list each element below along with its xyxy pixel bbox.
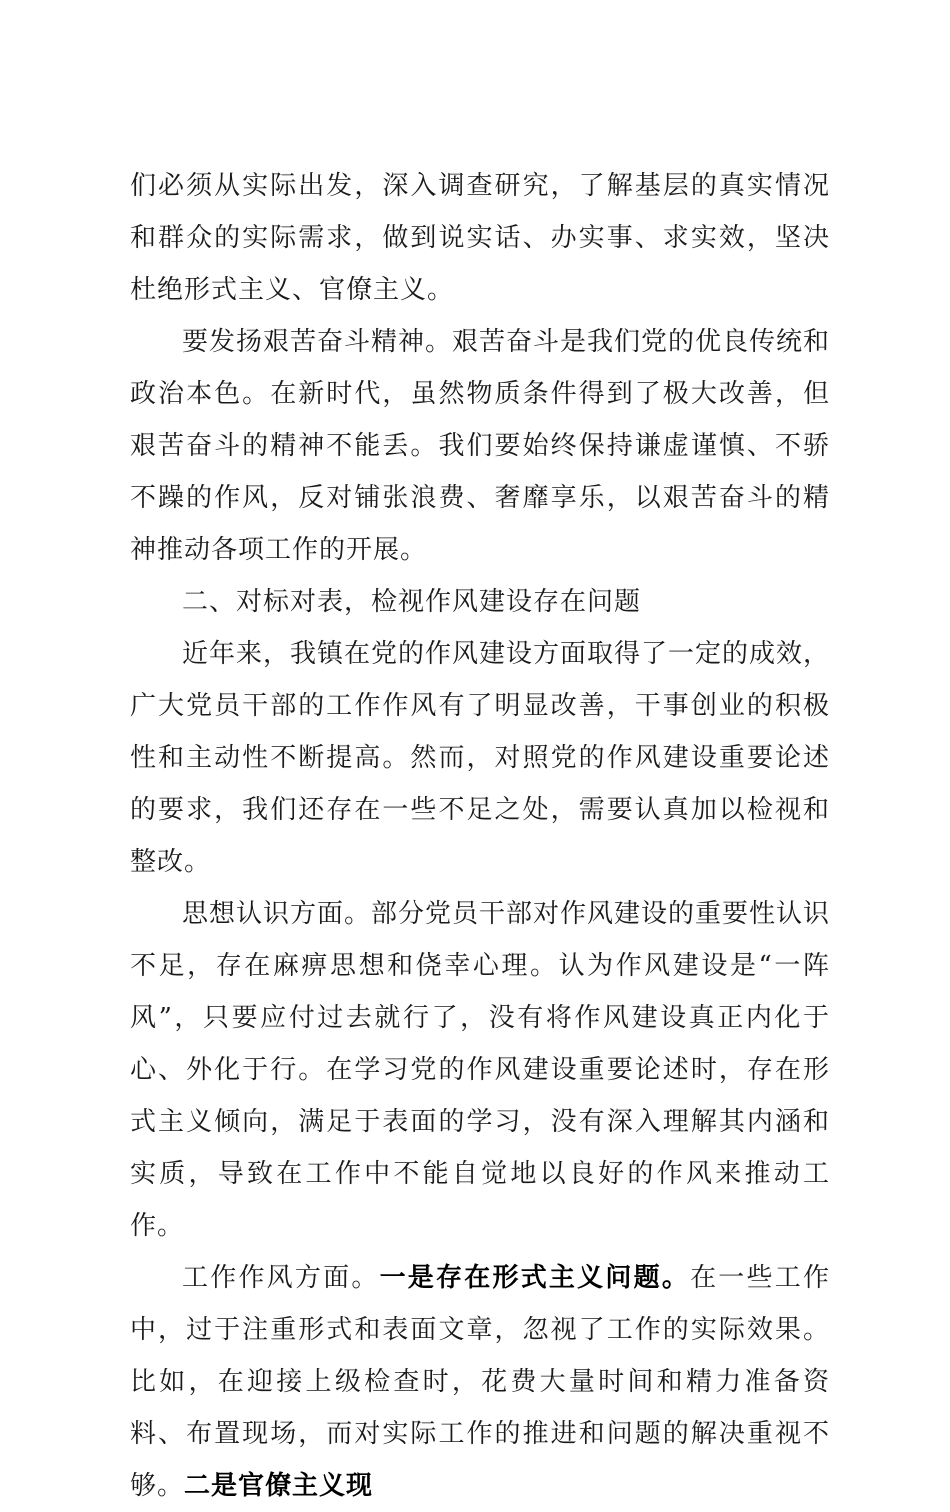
bureaucratism-point: 二是官僚主义现 [184,1471,374,1501]
formalism-point: 一是存在形式主义问题。 [379,1263,691,1293]
document-body [130,160,830,1512]
section-heading: 二、对标对表，检视作风建设存在问题 [182,587,642,617]
work-style-detail: 在一些工作中，过于注重形式和表面文章，忽视了工作的实际效果。比如，在迎接上级检查时，花费大量时间和精力准备资料、布置现场，而对实际工作的推进和问题的解决重视不够。 [130,1263,830,1501]
paragraph-continuation: 们必须从实际出发，深入调查研究，了解基层的真实情况和群众的实际需求，做到说实话、办实事、求实效，坚决杜绝形式主义、官僚主义。 [130,171,830,305]
work-style-lead: 工作作风方面。 [182,1263,380,1293]
paragraph-work-style [130,1252,830,1512]
paragraph-recent-years: 近年来，我镇在党的作风建设方面取得了一定的成效，广大党员干部的工作作风有了明显改善，干事创业的积极性和主动性不断提高。然而，对照党的作风建设重要论述的要求，我们还存在一些不足之处，需要认真加以检视和整改。 [130,639,831,877]
paragraph-hardworking-spirit: 要发扬艰苦奋斗精神。艰苦奋斗是我们党的优良传统和政治本色。在新时代，虽然物质条件得到了极大改善，但艰苦奋斗的精神不能丢。我们要始终保持谦虚谨慎、不骄不躁的作风，反对铺张浪费、奢靡享乐，以艰苦奋斗的精神推动各项工作的开展。 [130,327,831,565]
paragraph-ideological-awareness: 思想认识方面。部分党员干部对作风建设的重要性认识不足，存在麻痹思想和侥幸心理。认为作风建设是“一阵风”，只要应付过去就行了，没有将作风建设真正内化于心、外化于行。在学习党的作风建设重要论述时，存在形式主义倾向，满足于表面的学习，没有深入理解其内涵和实质，导致在工作中不能自觉地以良好的作风来推动工作。 [130,899,831,1241]
